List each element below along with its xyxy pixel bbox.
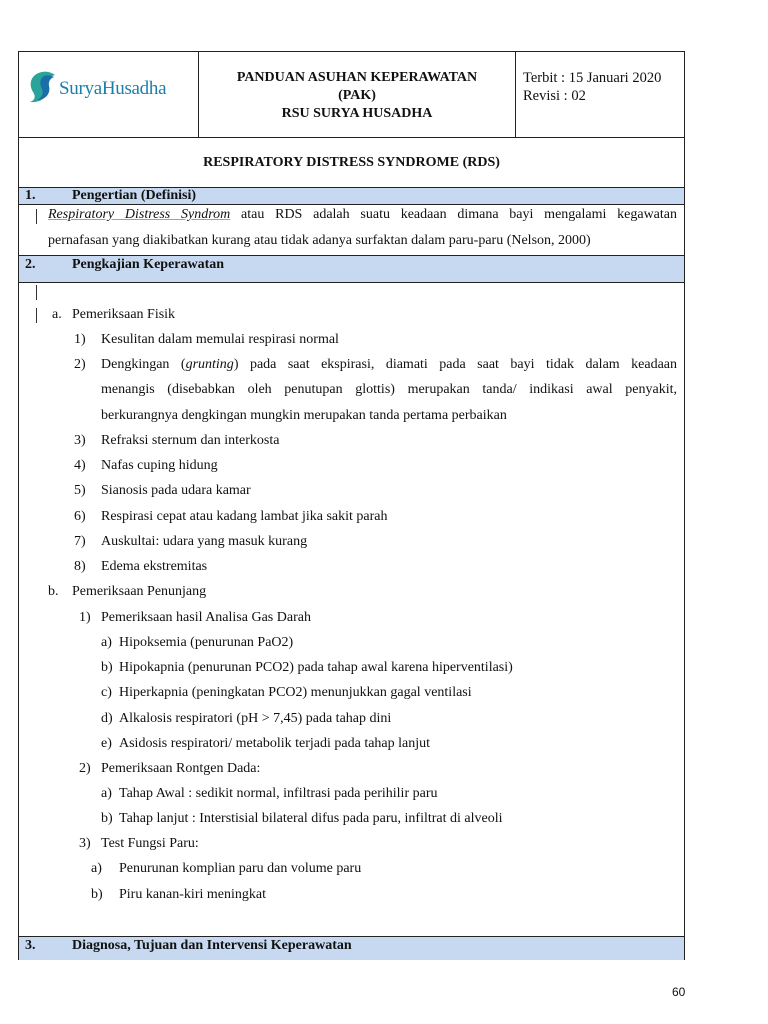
list-item: Test Fungsi Paru: <box>101 836 199 851</box>
document-page <box>18 51 685 960</box>
list-number: 1) <box>79 610 91 625</box>
logo-mark-icon <box>27 70 57 104</box>
section-header-3 <box>19 936 684 960</box>
list-marker: b. <box>48 584 59 599</box>
text-cursor-icon <box>36 308 37 323</box>
sub-number: b) <box>101 660 113 675</box>
section-label: Pengkajian Keperawatan <box>72 257 225 272</box>
penunjang-heading: Pemeriksaan Penunjang <box>72 584 207 599</box>
logo-cell <box>19 52 199 137</box>
sub-item: Alkalosis respiratori (pH > 7,45) pada tahap dini <box>119 711 392 726</box>
section-number: 3. <box>25 938 36 953</box>
list-item-italic: grunting <box>185 357 234 372</box>
sub-number: a) <box>101 786 112 801</box>
header-meta-cell <box>516 52 684 137</box>
section-label: Pengertian (Definisi) <box>72 188 197 203</box>
sub-item: Tahap lanjut : Interstisial bilateral difus pada paru, infiltrat di alveoli <box>119 811 503 826</box>
logo-text: SuryaHusadha <box>59 78 167 99</box>
list-item-text: ) pada saat ekspirasi, diamati pada saat bayi tidak dalam keadaan <box>233 357 678 372</box>
list-item: Pemeriksaan hasil Analisa Gas Darah <box>101 610 311 625</box>
list-number: 8) <box>74 559 86 574</box>
sub-number: b) <box>91 887 103 902</box>
header-title-line: RSU SURYA HUSADHA <box>281 106 433 121</box>
list-item: Sianosis pada udara kamar <box>101 483 251 498</box>
sub-number: a) <box>101 635 112 650</box>
text-cursor-icon <box>36 285 37 300</box>
sub-item: Hipokapnia (penurunan PCO2) pada tahap awal karena hiperventilasi) <box>119 660 513 675</box>
terbit-date: Terbit : 15 Januari 2020 <box>523 70 662 86</box>
section-label: Diagnosa, Tujuan dan Intervensi Keperawatan <box>72 938 352 953</box>
sub-number: a) <box>91 861 102 876</box>
page-number: 60 <box>672 985 686 999</box>
sub-item: Tahap Awal : sedikit normal, infiltrasi pada perihilir paru <box>119 786 438 801</box>
sub-number: d) <box>101 711 113 726</box>
header-title-cell <box>199 52 516 137</box>
list-number: 5) <box>74 483 86 498</box>
sub-item: Penurunan komplian paru dan volume paru <box>119 861 362 876</box>
section-number: 1. <box>25 188 36 203</box>
sub-item: Hiperkapnia (peningkatan PCO2) menunjukkan gagal ventilasi <box>119 685 472 700</box>
definition-term: Respiratory Distress Syndrom <box>48 207 231 222</box>
list-item: Kesulitan dalam memulai respirasi normal <box>101 332 339 347</box>
list-item: Refraksi sternum dan interkosta <box>101 433 280 448</box>
list-item-continuation: menangis (disebabkan oleh penutupan glottis) merupakan tanda/ indikasi awal penyakit, <box>101 382 677 397</box>
definition-line-1 <box>48 202 677 227</box>
list-item <box>101 352 677 377</box>
list-item: Pemeriksaan Rontgen Dada: <box>101 761 261 776</box>
sub-number: e) <box>101 736 112 751</box>
sub-number: b) <box>101 811 113 826</box>
revisi-number: Revisi : 02 <box>523 88 586 104</box>
list-item: Edema ekstremitas <box>101 559 208 574</box>
list-number: 3) <box>74 433 86 448</box>
sub-item: Asidosis respiratori/ metabolik terjadi pada tahap lanjut <box>119 736 431 751</box>
list-number: 3) <box>79 836 91 851</box>
list-item: Auskultai: udara yang masuk kurang <box>101 534 308 549</box>
list-number: 2) <box>74 357 86 372</box>
header-title-line: (PAK) <box>338 88 376 103</box>
list-item-text: Dengkingan ( <box>101 357 186 372</box>
header-table <box>19 52 684 138</box>
list-number: 7) <box>74 534 86 549</box>
header-title-line: PANDUAN ASUHAN KEPERAWATAN <box>236 70 478 85</box>
list-number: 6) <box>74 509 86 524</box>
fisik-heading: Pemeriksaan Fisik <box>72 307 176 322</box>
section-number: 2. <box>25 257 36 272</box>
sub-number: c) <box>101 685 112 700</box>
list-item: Respirasi cepat atau kadang lambat jika sakit parah <box>101 509 388 524</box>
list-number: 4) <box>74 458 86 473</box>
sub-item: Piru kanan-kiri meningkat <box>119 887 266 902</box>
list-item-continuation: berkurangnya dengkingan mungkin merupakan tanda pertama perbaikan <box>101 408 507 423</box>
list-marker: a. <box>52 307 62 322</box>
section-header-2 <box>19 255 684 283</box>
text-cursor-icon <box>36 209 37 224</box>
definition-text: atau RDS adalah suatu keadaan dimana bayi mengalami kegawatan <box>230 207 677 222</box>
list-number: 2) <box>79 761 91 776</box>
list-item: Nafas cuping hidung <box>101 458 218 473</box>
sub-item: Hipoksemia (penurunan PaO2) <box>119 635 294 650</box>
list-number: 1) <box>74 332 86 347</box>
surya-husadha-logo <box>27 70 197 106</box>
definition-line-2: pernafasan yang diakibatkan kurang atau tidak adanya surfaktan dalam paru-paru (Nelson, 2000) <box>48 233 591 248</box>
document-title: RESPIRATORY DISTRESS SYNDROME (RDS) <box>19 138 684 188</box>
